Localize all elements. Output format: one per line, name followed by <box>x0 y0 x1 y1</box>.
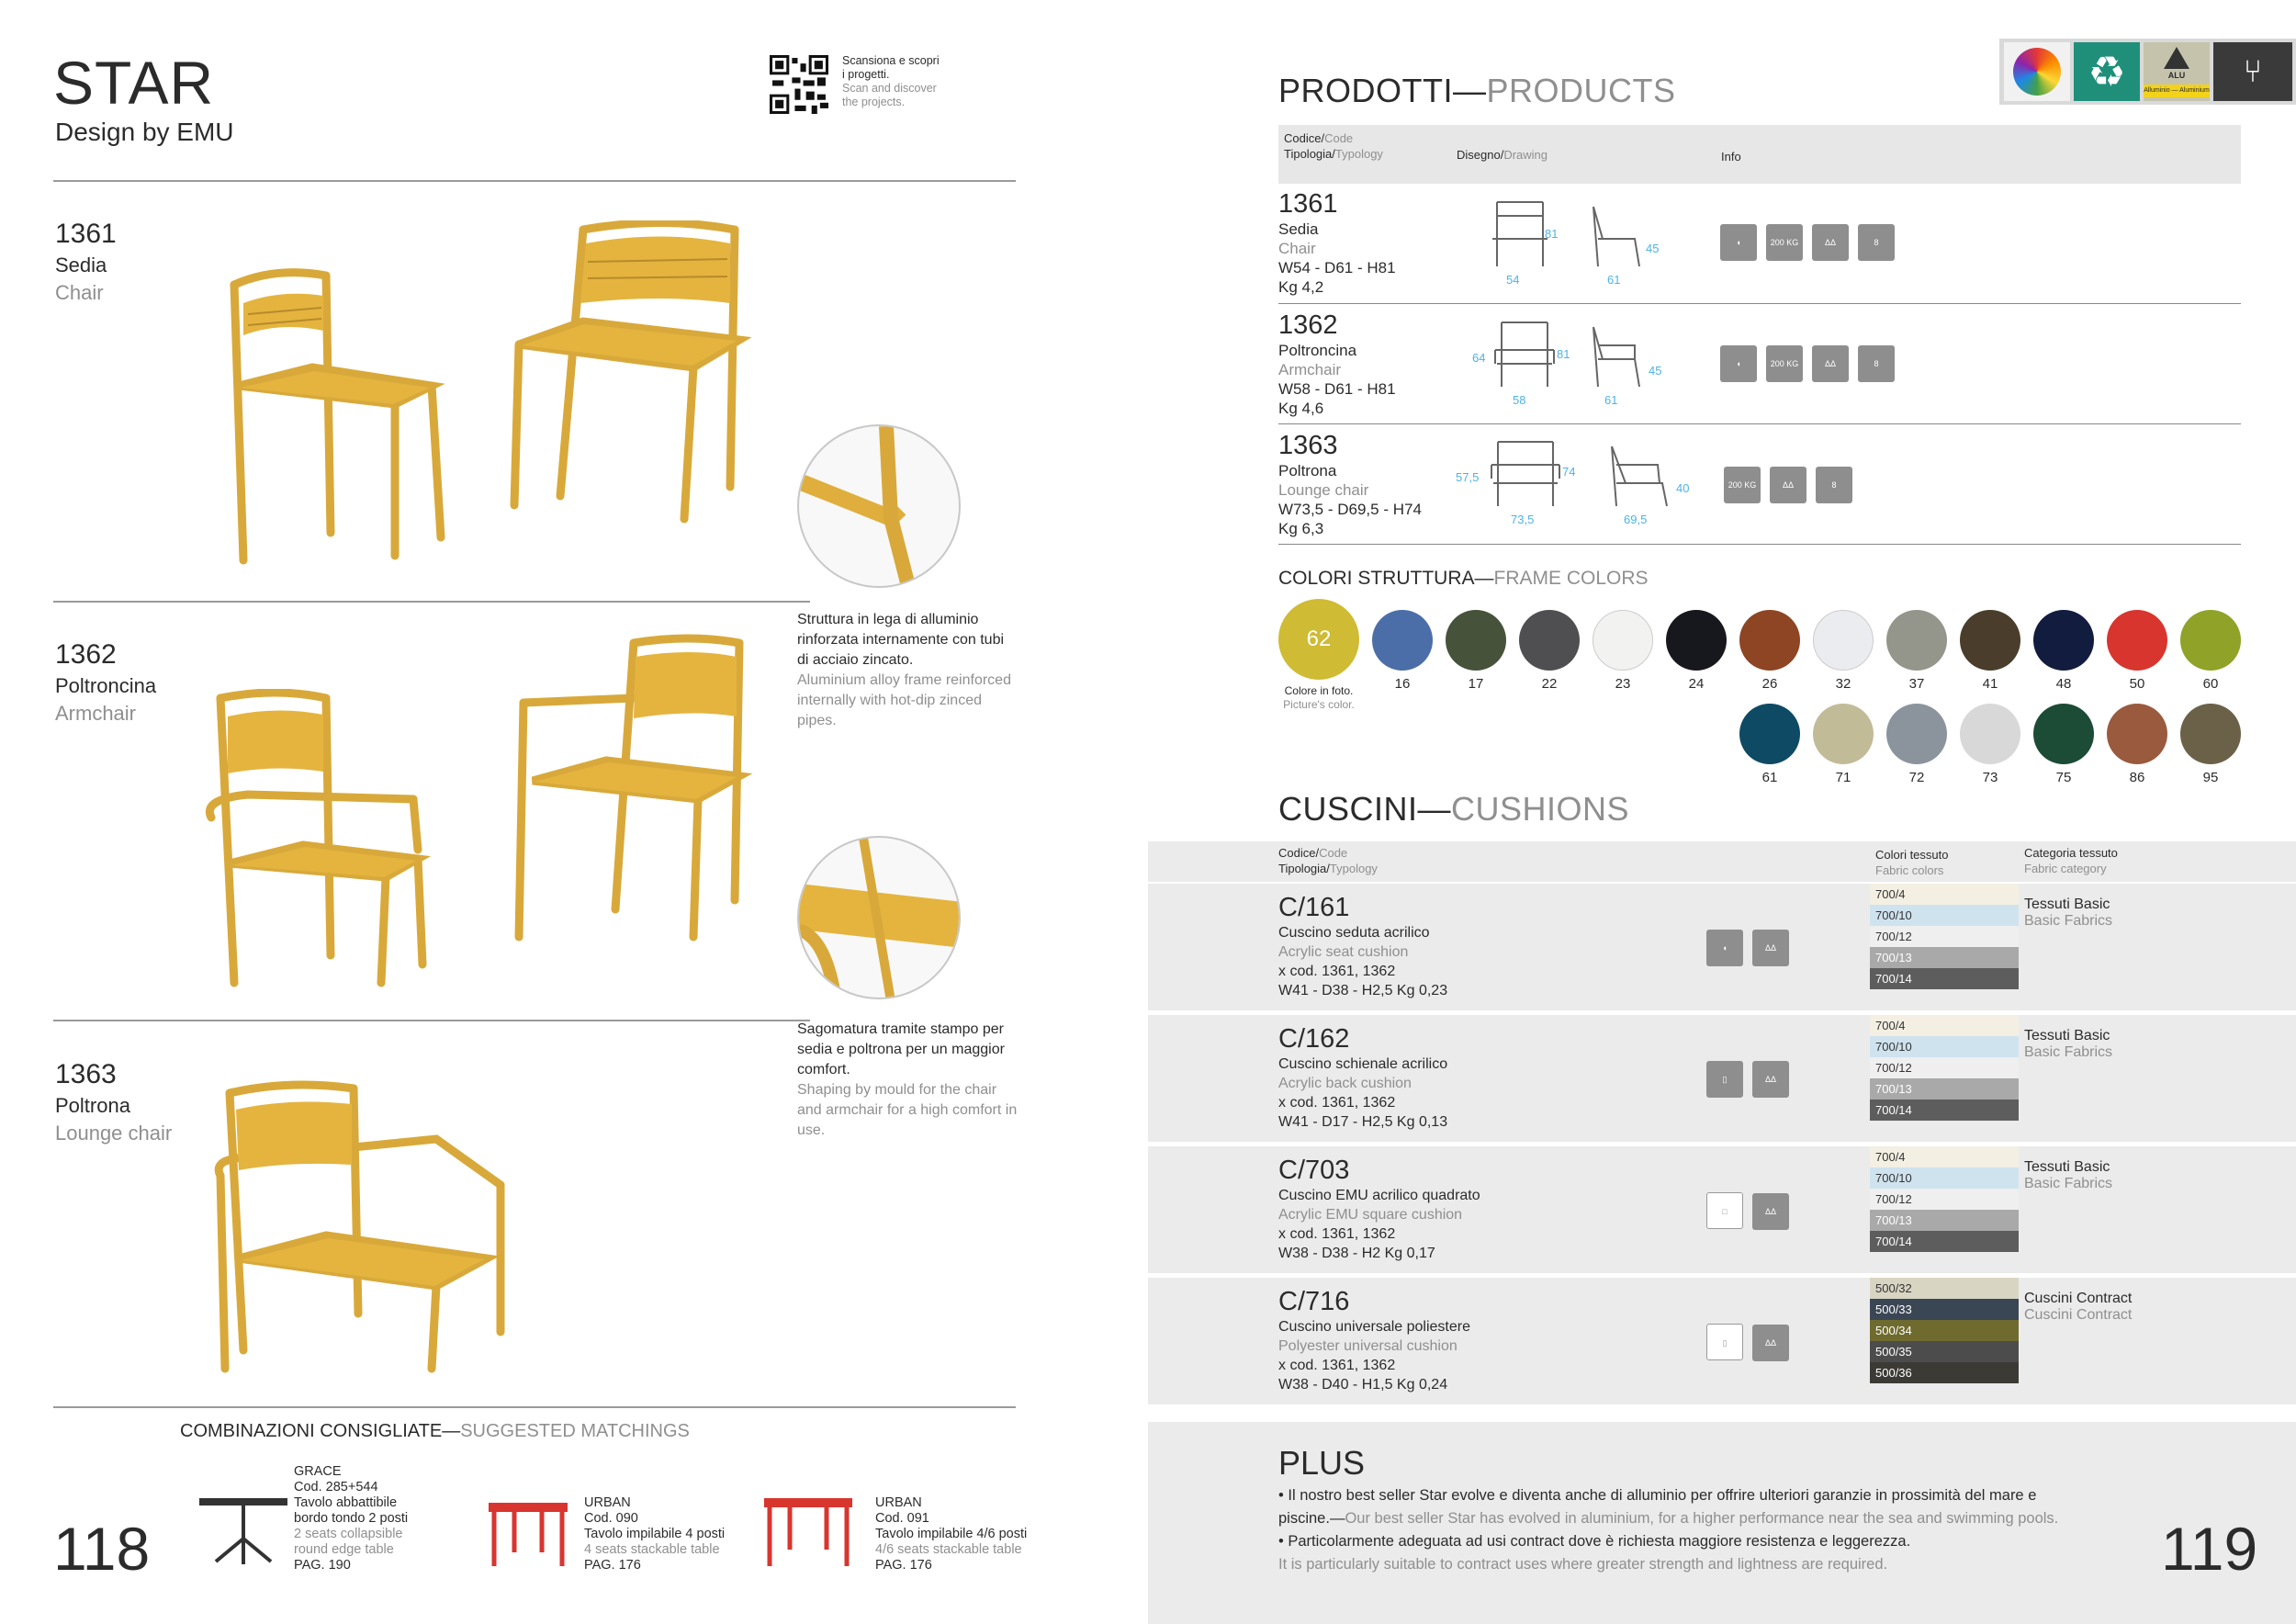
combo-urban-090[interactable]: URBAN Cod. 090 Tavolo impilabile 4 posti 4 seats stackable table PAG. 176 <box>584 1495 726 1573</box>
cushion-shape-icon: ▯ <box>1706 1061 1743 1098</box>
cushion-dims: W41 - D17 - H2,5 Kg 0,13 <box>1278 1114 1448 1130</box>
recycle-triangle-icon <box>2164 47 2189 69</box>
color-swatch-main[interactable]: 62 <box>1278 599 1359 680</box>
divider <box>1278 303 2241 304</box>
products-heading: PRODOTTI—PRODUCTS <box>1278 72 1676 109</box>
drawing-side-1361 <box>1584 202 1649 271</box>
weather-resistant-icon: ΔΔ <box>1752 1193 1789 1230</box>
cushion-compat: x cod. 1361, 1362 <box>1278 1095 1396 1111</box>
color-swatch[interactable] <box>1960 610 2020 671</box>
fabric-swatch[interactable]: 700/10 <box>1870 905 2019 926</box>
cushion-dims: W41 - D38 - H2,5 Kg 0,23 <box>1278 983 1448 998</box>
cushion-icons <box>1706 1192 1798 1230</box>
color-code-label: 32 <box>1835 676 1851 692</box>
product-row-1363: 1363 Poltrona Lounge chair W73,5 - D69,5 - H74 Kg 6,3 <box>1278 431 1422 537</box>
drawing-1361: 81 54 45 61 <box>1479 197 1681 289</box>
fabric-swatch[interactable]: 700/14 <box>1870 1231 2019 1252</box>
cushion-row <box>1148 1278 2296 1404</box>
load-200kg-icon: 200 KG <box>1766 345 1803 382</box>
fabric-category <box>2024 1159 2112 1192</box>
color-swatch[interactable] <box>1446 610 1506 671</box>
cushion-code: C/703 <box>1278 1156 1350 1185</box>
cushion-row <box>1148 1146 2296 1273</box>
stackable-icon: 8 <box>1858 345 1895 382</box>
product-label-1363: 1363 Poltrona Lounge chair <box>55 1059 173 1145</box>
cushion-name: Cuscino schienale acrilico <box>1278 1056 1448 1072</box>
fabric-swatch[interactable]: 700/12 <box>1870 926 2019 947</box>
alu-badge: ALU Alluminio — Aluminium <box>2144 42 2210 101</box>
color-swatch[interactable] <box>2033 704 2094 764</box>
fabric-category-en: Cuscini Contract <box>2024 1307 2133 1323</box>
color-swatch[interactable] <box>2107 610 2167 671</box>
combo-urban-091[interactable]: URBAN Cod. 091 Tavolo impilabile 4/6 posti 4/6 seats stackable table PAG. 176 <box>875 1495 1028 1573</box>
seat-cushion-icon: ◖ <box>1720 224 1757 261</box>
color-swatch[interactable] <box>1739 610 1800 671</box>
color-swatch[interactable] <box>2180 610 2241 671</box>
cushion-compat: x cod. 1361, 1362 <box>1278 1358 1396 1373</box>
fabric-category-en: Basic Fabrics <box>2024 1044 2113 1060</box>
chair-1361-front-image <box>211 257 459 570</box>
color-swatch[interactable] <box>1813 610 1874 671</box>
drawing-front-1361 <box>1488 197 1552 271</box>
cushion-shape-icon: ◖ <box>1706 930 1743 966</box>
cushion-row <box>1148 884 2296 1010</box>
color-swatch[interactable] <box>1813 704 1874 764</box>
fabric-swatch[interactable]: 500/33 <box>1870 1299 2019 1320</box>
cushion-info <box>1278 1156 1480 1263</box>
seat-cushion-icon: ◖ <box>1720 345 1757 382</box>
divider <box>53 601 810 603</box>
color-wheel-badge <box>2004 42 2070 101</box>
products-table-header: Codice/Code Tipologia/Typology Disegno/Drawing Info <box>1278 125 2241 184</box>
divider <box>53 1406 1016 1408</box>
fabric-swatch[interactable]: 500/32 <box>1870 1278 2019 1299</box>
fabric-swatch[interactable]: 700/10 <box>1870 1167 2019 1189</box>
cushion-icons <box>1706 1061 1798 1098</box>
color-swatch[interactable] <box>1372 610 1433 671</box>
color-swatch[interactable] <box>1739 704 1800 764</box>
divider <box>53 1020 810 1021</box>
weather-resistant-icon: ΔΔ <box>1752 1325 1789 1361</box>
color-code-label: 24 <box>1688 676 1705 692</box>
frame-colors-heading: COLORI STRUTTURA—FRAME COLORS <box>1278 568 1649 589</box>
fabric-category <box>2024 1291 2132 1324</box>
fabric-swatch[interactable]: 500/36 <box>1870 1362 2019 1383</box>
cushion-shape-icon: □ <box>1706 1192 1743 1229</box>
detail-circle-joint <box>797 424 961 588</box>
cushion-name: Cuscino seduta acrilico <box>1278 925 1430 941</box>
product-row-1362: 1362 Poltroncina Armchair W58 - D61 - H81 Kg 4,6 <box>1278 310 1396 417</box>
fabric-swatch[interactable]: 700/4 <box>1870 1146 2019 1167</box>
weather-resistant-icon: ΔΔ <box>1752 930 1789 966</box>
cushion-info <box>1278 1024 1447 1132</box>
suggested-matchings-heading: COMBINAZIONI CONSIGLIATE—SUGGESTED MATCHINGS <box>180 1421 690 1441</box>
info-icons-1363 <box>1724 467 1862 503</box>
qr-caption: Scansiona e scopri i progetti. Scan and discover the projects. <box>842 54 940 108</box>
cushion-name: Cuscino universale poliestere <box>1278 1319 1470 1335</box>
fabric-swatch[interactable]: 700/4 <box>1870 1015 2019 1036</box>
color-code-label: 22 <box>1541 676 1558 692</box>
note-frame: Struttura in lega di alluminio rinforzata internamente con tubi di acciaio zincato. Aluminium alloy frame reinforced internally with hot-dip zinced pipes. <box>797 612 1011 728</box>
color-swatch[interactable] <box>2180 704 2241 764</box>
cushion-shape-icon: ▯ <box>1706 1324 1743 1360</box>
fabric-swatch[interactable]: 500/35 <box>1870 1341 2019 1362</box>
picture-color-caption: Colore in foto. Picture's color. <box>1283 684 1355 711</box>
color-code-label: 75 <box>2055 770 2072 785</box>
fabric-category-it: Tessuti Basic <box>2024 897 2110 912</box>
cushion-info <box>1278 893 1447 1000</box>
load-200kg-icon: 200 KG <box>1724 467 1761 503</box>
cushion-name: Cuscino EMU acrilico quadrato <box>1278 1188 1480 1203</box>
recycle-icon: ♻ <box>2074 42 2140 101</box>
fabric-swatch[interactable]: 700/12 <box>1870 1057 2019 1078</box>
fabric-category-it: Tessuti Basic <box>2024 1028 2110 1043</box>
divider <box>53 180 1016 182</box>
color-swatch[interactable] <box>1886 704 1947 764</box>
color-swatch[interactable] <box>1519 610 1580 671</box>
color-swatch[interactable] <box>2033 610 2094 671</box>
cushions-heading: CUSCINI—CUSHIONS <box>1278 790 1630 828</box>
weather-resistant-icon: ΔΔ <box>1812 345 1849 382</box>
fabric-colors <box>1870 1278 2019 1383</box>
fabric-colors <box>1870 1015 2019 1121</box>
drawing-side-1363 <box>1603 442 1676 511</box>
cushion-name-en: Acrylic EMU square cushion <box>1278 1207 1463 1223</box>
color-swatch[interactable] <box>1960 704 2020 764</box>
fabric-colors <box>1870 884 2019 989</box>
color-code-label: 41 <box>1982 676 1998 692</box>
cushion-name-en: Acrylic back cushion <box>1278 1076 1412 1091</box>
info-icons-1362 <box>1720 345 1904 382</box>
fabric-category <box>2024 1028 2112 1061</box>
fabric-swatch[interactable]: 500/34 <box>1870 1320 2019 1341</box>
cushion-code: C/161 <box>1278 893 1350 922</box>
fabric-swatch[interactable]: 700/12 <box>1870 1189 2019 1210</box>
fabric-swatch[interactable]: 700/4 <box>1870 884 2019 905</box>
color-code-label: 71 <box>1835 770 1851 785</box>
drawing-front-1362 <box>1492 318 1557 391</box>
qr-code-icon[interactable] <box>770 55 828 114</box>
weather-resistant-icon: ΔΔ <box>1812 224 1849 261</box>
product-label-1361: 1361 Sedia Chair <box>55 219 117 304</box>
drawing-side-1362 <box>1584 322 1649 391</box>
cushion-code: C/716 <box>1278 1287 1350 1316</box>
color-wheel-icon <box>2013 48 2061 96</box>
color-code-label: 95 <box>2202 770 2219 785</box>
cushion-compat: x cod. 1361, 1362 <box>1278 964 1396 979</box>
color-code-label: 26 <box>1761 676 1778 692</box>
fabric-category-it: Tessuti Basic <box>2024 1159 2110 1175</box>
weather-resistant-icon: ΔΔ <box>1770 467 1806 503</box>
weather-resistant-icon: ΔΔ <box>1752 1061 1789 1098</box>
color-code-label: 17 <box>1468 676 1484 692</box>
fabric-category-it: Cuscini Contract <box>2024 1291 2133 1306</box>
page-number-left: 118 <box>53 1515 151 1583</box>
collection-title: STAR <box>53 49 215 117</box>
drawing-1362: 64 81 58 45 61 <box>1465 318 1681 410</box>
designer-credit: Design by EMU <box>55 118 234 146</box>
cushion-icons <box>1706 930 1798 966</box>
color-code-label: 61 <box>1761 770 1778 785</box>
chair-type-icon: ⑂ <box>2213 42 2292 101</box>
cushion-info <box>1278 1287 1470 1394</box>
load-200kg-icon: 200 KG <box>1766 224 1803 261</box>
color-swatch[interactable] <box>1886 610 1947 671</box>
fabric-swatch[interactable]: 700/14 <box>1870 1100 2019 1121</box>
drawing-1363: 57,5 74 73,5 40 69,5 <box>1456 437 1699 529</box>
plus-text: • Il nostro best seller Star evolve e diventa anche di alluminio per offrire ulteriori garanzie in prossimità del mare e piscine.—Our best seller Star has evolved in aluminium, for a higher performance near the sea and swimming pools. • Particolarmente adeguata ad usi contract dove è richiesta maggiore resistenza e leggerezza. It is particularly suitable to contract uses where greater strength and lightness are required. <box>1278 1487 2059 1573</box>
fabric-category <box>2024 897 2112 930</box>
chair-1362-front-image <box>193 689 441 992</box>
color-code-label: 16 <box>1394 676 1411 692</box>
color-code-label: 72 <box>1908 770 1925 785</box>
color-code-label: 60 <box>2202 676 2219 692</box>
cushion-code: C/162 <box>1278 1024 1350 1054</box>
color-swatch[interactable] <box>1593 610 1653 671</box>
color-swatch[interactable] <box>2107 704 2167 764</box>
cushion-row <box>1148 1015 2296 1142</box>
note-shaping: Sagomatura tramite stampo per sedia e poltrona per un maggior comfort. Shaping by mould for the chair and armchair for a high comfort in use. <box>797 1021 1018 1138</box>
fabric-swatch[interactable]: 700/10 <box>1870 1036 2019 1057</box>
stackable-icon: 8 <box>1816 467 1852 503</box>
frame-joint-detail-image <box>799 426 961 588</box>
urban-091-table-image <box>762 1493 854 1571</box>
color-code-label: 23 <box>1615 676 1631 692</box>
fabric-category-en: Basic Fabrics <box>2024 1176 2113 1191</box>
fabric-swatch[interactable]: 700/13 <box>1870 1210 2019 1231</box>
fabric-colors <box>1870 1146 2019 1252</box>
stackable-icon: 8 <box>1858 224 1895 261</box>
drawing-front-1363 <box>1489 437 1562 511</box>
chair-1361-angle-image <box>496 220 790 524</box>
divider <box>1278 544 2241 545</box>
color-code-label: 73 <box>1982 770 1998 785</box>
page-number-right: 119 <box>2161 1515 2258 1583</box>
cushion-icons <box>1706 1324 1798 1361</box>
cushion-dims: W38 - D40 - H1,5 Kg 0,24 <box>1278 1377 1448 1393</box>
combo-grace[interactable]: GRACE Cod. 285+544 Tavolo abbattibile bordo tondo 2 posti 2 seats collapsible round edge table PAG. 190 <box>294 1464 409 1573</box>
fabric-swatch[interactable]: 700/13 <box>1870 1078 2019 1100</box>
divider <box>1278 423 2241 424</box>
fabric-swatch[interactable]: 700/13 <box>1870 947 2019 968</box>
cushion-dims: W38 - D38 - H2 Kg 0,17 <box>1278 1246 1435 1261</box>
plus-box: PLUS • Il nostro best seller Star evolve e diventa anche di alluminio per offrire ulteriori garanzie in prossimità del mare e piscine.—Our best seller Star has evolved in aluminium, for a higher performance near the sea and swimming pools. • Particolarmente adeguata ad usi contract dove è richiesta maggiore resistenza e leggerezza. It is particularly suitable to contract uses where greater strength and lightness are required. <box>1148 1422 2296 1624</box>
color-swatch[interactable] <box>1666 610 1727 671</box>
grace-table-image <box>197 1493 289 1566</box>
chair-1363-lounge-image <box>197 1075 519 1378</box>
cushion-name-en: Acrylic seat cushion <box>1278 944 1409 960</box>
cushion-name-en: Polyester universal cushion <box>1278 1338 1458 1354</box>
color-code-label: 37 <box>1908 676 1925 692</box>
info-icons-1361 <box>1720 224 1904 261</box>
color-code-label: 48 <box>2055 676 2072 692</box>
fabric-swatch[interactable]: 700/14 <box>1870 968 2019 989</box>
fabric-category-en: Basic Fabrics <box>2024 913 2113 929</box>
seat-mould-detail-image <box>799 838 961 999</box>
detail-circle-seat <box>797 836 961 999</box>
product-row-1361: 1361 Sedia Chair W54 - D61 - H81 Kg 4,2 <box>1278 189 1396 296</box>
product-label-1362: 1362 Poltroncina Armchair <box>55 639 157 725</box>
urban-090-table-image <box>487 1497 569 1571</box>
cushions-table-header: Codice/Code Tipologia/Typology Colori tessuto Fabric colors Categoria tessuto Fabric category <box>1148 841 2296 882</box>
color-code-label: 50 <box>2129 676 2145 692</box>
chair-1362-angle-image <box>496 634 790 946</box>
color-code-label: 86 <box>2129 770 2145 785</box>
cushion-compat: x cod. 1361, 1362 <box>1278 1226 1396 1242</box>
